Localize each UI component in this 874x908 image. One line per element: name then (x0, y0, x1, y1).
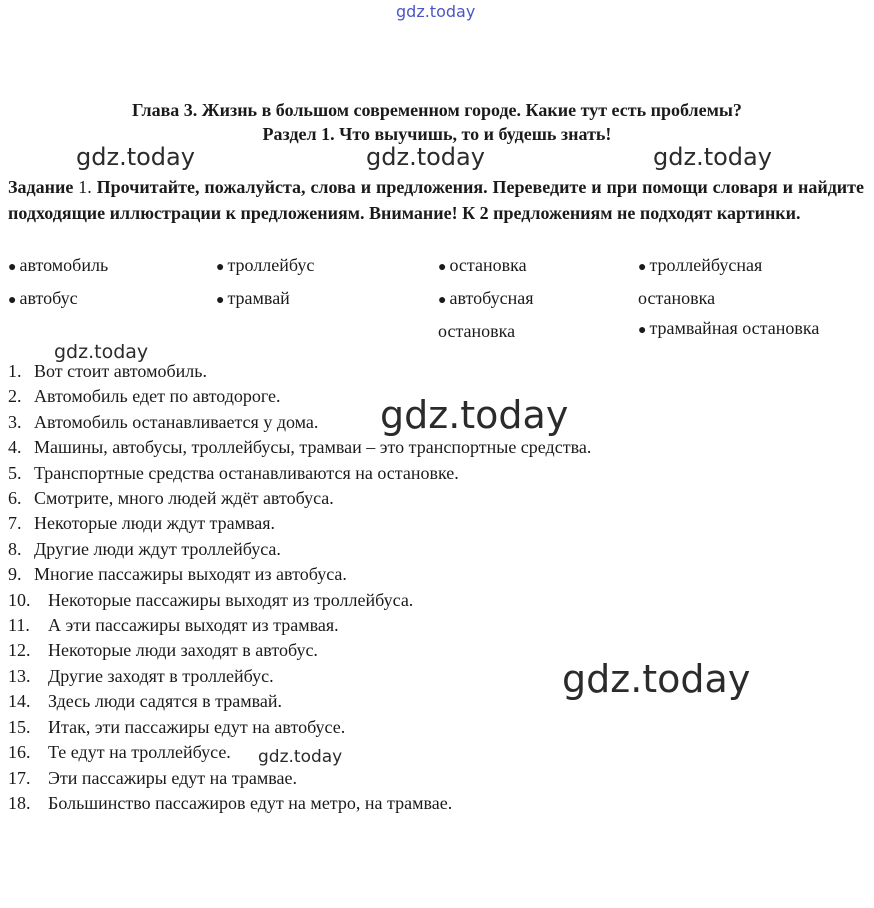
sentence-text: Смотрите, много людей ждёт автобуса. (34, 488, 334, 509)
vocab-column-1 (8, 250, 108, 316)
bullet-icon: ● (438, 293, 447, 308)
sentence-item (8, 791, 591, 816)
sentence-text: Автомобиль останавливается у дома. (34, 411, 319, 432)
sentence-number: 15. (8, 716, 31, 737)
sentence-item (8, 638, 591, 663)
watermark: gdz.today (366, 143, 485, 171)
sentence-text: Автомобиль едет по автодороге. (34, 386, 281, 407)
sentence-text: Транспортные средства останавливаются на остановке. (34, 462, 459, 483)
vocab-item: ● остановка (438, 255, 527, 275)
sentence-item (8, 562, 591, 587)
sentence-text: Эти пассажиры едут на трамвае. (48, 767, 297, 788)
vocab-item: ● троллейбусная (638, 255, 763, 275)
sentence-number: 14. (8, 691, 31, 712)
sentence-item (8, 435, 591, 460)
sentence-item (8, 664, 591, 689)
task-text: Прочитайте, пожалуйста, слова и предложения. Переведите и при помощи словаря и найдите подходящие иллюстрации к предложениям. Внимание! К 2 предложениям не подходят картинки. (8, 177, 865, 223)
vocab-item: ● автобусная (438, 288, 534, 308)
vocab-item: ● автобус (8, 288, 78, 308)
vocab-item-continuation: остановка (638, 288, 716, 308)
sentence-item (8, 537, 591, 562)
sentence-text: Машины, автобусы, троллейбусы, трамваи – это транспортные средства. (34, 437, 592, 458)
sentence-text: Другие заходят в троллейбус. (48, 665, 274, 686)
vocab-item: ● трамвай (216, 288, 290, 308)
bullet-icon: ● (638, 260, 647, 275)
vocab-item: ● трамвайная остановка (638, 318, 820, 338)
bullet-icon: ● (638, 323, 647, 338)
watermark: gdz.today (396, 2, 476, 21)
sentence-text: Итак, эти пассажиры едут на автобусе. (48, 716, 346, 737)
sentence-text: Вот стоит автомобиль. (34, 361, 207, 381)
sentence-number: 1. (8, 361, 22, 381)
task-number: 1. (78, 177, 92, 197)
sentence-text: Многие пассажиры выходят из автобуса. (34, 564, 347, 585)
sentence-number: 11. (8, 615, 30, 636)
watermark: gdz.today (562, 657, 751, 701)
sentence-item (8, 715, 591, 740)
sentence-number: 4. (8, 437, 22, 458)
sentence-text: А эти пассажиры выходят из трамвая. (48, 615, 339, 636)
bullet-icon: ● (438, 260, 447, 275)
sentence-text: Большинство пассажиров едут на метро, на трамвае. (48, 792, 453, 813)
sentence-text: Те едут на троллейбусе. (48, 742, 231, 763)
section-title: Раздел 1. Что выучишь, то и будешь знать! (262, 124, 612, 144)
sentence-text: Некоторые люди ждут трамвая. (34, 513, 276, 534)
vocab-column-2 (216, 250, 314, 316)
sentence-number: 8. (8, 538, 22, 559)
sentence-number: 16. (8, 742, 31, 763)
sentence-text: Некоторые люди заходят в автобус. (48, 640, 318, 661)
sentence-text: Здесь люди садятся в трамвай. (48, 691, 283, 712)
sentence-item (8, 486, 591, 511)
vocab-item: ● троллейбус (216, 255, 315, 275)
sentence-number: 2. (8, 386, 22, 407)
vocab-item-continuation: остановка (438, 321, 516, 341)
sentence-number: 17. (8, 767, 31, 788)
bullet-icon: ● (216, 260, 225, 275)
watermark: gdz.today (76, 143, 195, 171)
bullet-icon: ● (216, 293, 225, 308)
chapter-title: Глава 3. Жизнь в большом современном городе. Какие тут есть проблемы? (132, 100, 742, 120)
sentence-item (8, 588, 591, 613)
sentence-text: Другие люди ждут троллейбуса. (34, 538, 281, 559)
sentence-item (8, 613, 591, 638)
sentence-number: 13. (8, 665, 31, 686)
vocab-column-4 (638, 250, 819, 346)
sentence-number: 7. (8, 513, 22, 534)
task-label: Задание (8, 177, 74, 197)
task-instructions (8, 174, 864, 226)
sentence-item (8, 511, 591, 536)
sentence-number: 18. (8, 792, 31, 813)
watermark: gdz.today (653, 143, 772, 171)
sentence-number: 3. (8, 411, 22, 432)
watermark: gdz.today (380, 393, 569, 437)
sentence-number: 6. (8, 488, 22, 509)
sentence-number: 9. (8, 564, 22, 585)
bullet-icon: ● (8, 260, 17, 275)
sentence-number: 12. (8, 640, 31, 661)
watermark: gdz.today (258, 747, 343, 767)
sentence-item (8, 461, 591, 486)
sentence-item (8, 689, 591, 714)
sentence-item (8, 766, 591, 791)
vocab-item: ● автомобиль (8, 255, 109, 275)
watermark: gdz.today (54, 341, 149, 363)
sentence-number: 10. (8, 589, 31, 610)
sentence-text: Некоторые пассажиры выходят из троллейбуса. (48, 589, 414, 610)
bullet-icon: ● (8, 293, 17, 308)
sentence-number: 5. (8, 462, 22, 483)
vocab-column-3 (438, 250, 534, 346)
